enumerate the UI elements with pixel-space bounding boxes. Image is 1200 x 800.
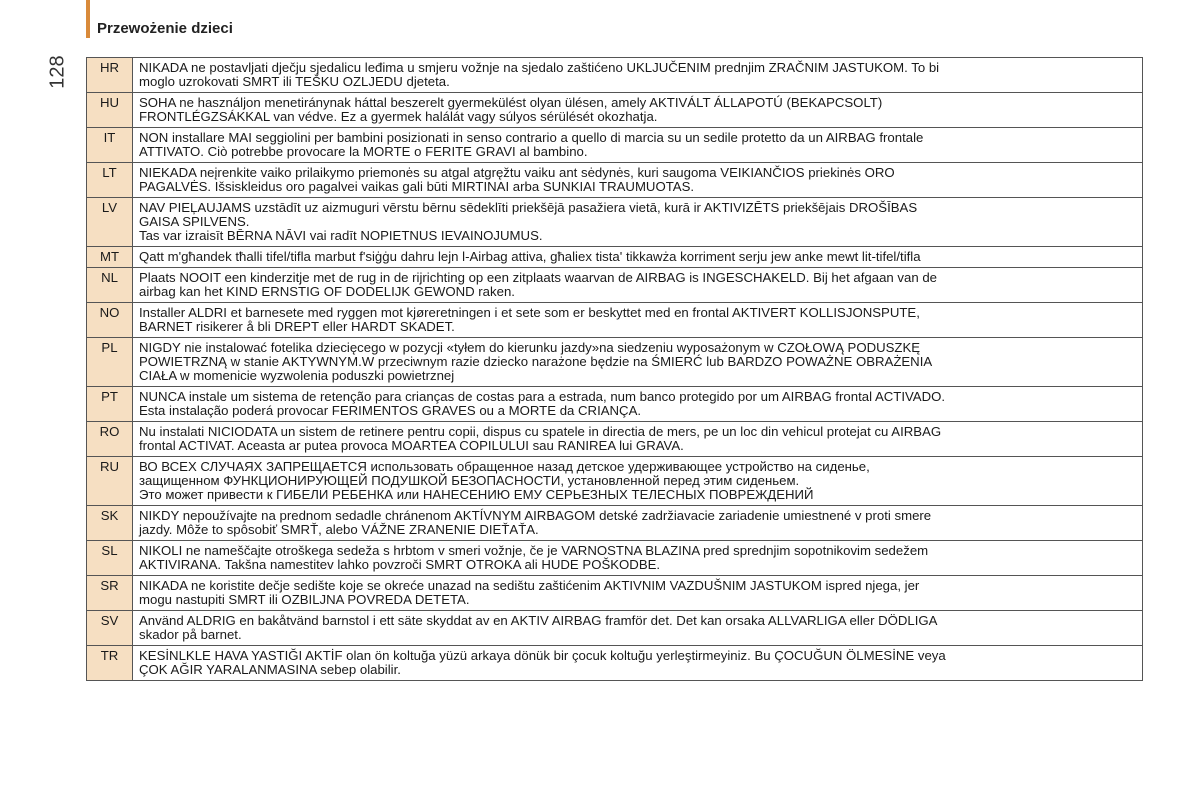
table-row — [87, 422, 1143, 457]
language-code-cell: LV — [87, 198, 133, 247]
warning-text-line: Tas var izraisīt BĒRNA NĀVI vai radīt NOPIETNUS IEVAINOJUMUS. — [139, 228, 543, 243]
table-row — [87, 457, 1143, 506]
language-code-cell: PT — [87, 387, 133, 422]
table-row — [87, 268, 1143, 303]
table-row — [87, 338, 1143, 387]
warning-text-line: Qatt m'għandek tħalli tifel/tifla marbut f'siġġu dahru lejn l-Airbag attiva, għaliex tista' tikkawża korriment serju jew anke mewt lit-tifel/tifla — [139, 249, 921, 264]
warning-text-line: PAGALVĖS. Išsiskleidus oro pagalvei vaikas gali būti MIRTINAI arba SUNKIAI TRAUMUOTAS. — [139, 179, 695, 194]
warning-text-line: NON installare MAI seggiolini per bambini posizionati in senso contrario a quello di marcia su un sedile protetto da un AIRBAG frontale — [139, 130, 924, 145]
table-row — [87, 611, 1143, 646]
warning-text-line: AKTIVIRANA. Takšna namestitev lahko povzroči SMRT OTROKA ali HUDE POŠKODBE. — [139, 557, 661, 572]
warning-text-line: airbag kan het KIND ERNSTIG OF DODELIJK GEWOND raken. — [139, 284, 515, 299]
warning-text-cell — [133, 268, 1143, 303]
table-row — [87, 93, 1143, 128]
warning-text-cell — [133, 163, 1143, 198]
warning-text-cell — [133, 303, 1143, 338]
warning-text-line: Plaats NOOIT een kinderzitje met de rug in de rijrichting op een zitplaats waarvan de AIRBAG is INGESCHAKELD. Bij het afgaan van de — [139, 270, 937, 285]
warning-text-line: Installer ALDRI et barnesete med ryggen mot kjøreretningen i et sete som er beskyttet med en frontal AKTIVERT KOLLISJONSPUTE, — [139, 305, 920, 320]
warning-text-line: moglo uzrokovati SMRT ili TEŠKU OZLJEDU djeteta. — [139, 74, 450, 89]
warning-text-line: mogu nastupiti SMRT ili OZBILJNA POVREDA DETETA. — [139, 592, 470, 607]
language-code-cell: RO — [87, 422, 133, 457]
warning-text-line: Nu instalati NICIODATA un sistem de retinere pentru copii, dispus cu spatele in directia de mers, pe un loc din vehicul protejat cu AIRBAG — [139, 424, 942, 439]
warning-text-line: POWIETRZNĄ w stanie AKTYWNYM.W przeciwnym razie dziecko narażone będzie na ŚMIERĆ lub BARDZO POWAŻNE OBRAŻENIA — [139, 354, 933, 369]
warning-text-cell — [133, 541, 1143, 576]
language-code-cell: RU — [87, 457, 133, 506]
warning-text-cell — [133, 576, 1143, 611]
warning-text-cell — [133, 338, 1143, 387]
table-row — [87, 506, 1143, 541]
warning-text-cell — [133, 387, 1143, 422]
warning-text-line: GAISA SPILVENS. — [139, 214, 250, 229]
table-row — [87, 128, 1143, 163]
table-row — [87, 163, 1143, 198]
warning-text-line: CIAŁA w momenicie wyzwolenia poduszki powietrznej — [139, 368, 455, 383]
table-row — [87, 303, 1143, 338]
warning-text-line: SOHA ne használjon menetiránynak háttal beszerelt gyermekülést olyan ülésen, amely AKTIVÁLT ÁLLAPOTÚ (BEKAPCSOLT) — [139, 95, 883, 110]
language-code-cell: SL — [87, 541, 133, 576]
language-code-cell: SR — [87, 576, 133, 611]
language-code-cell: NO — [87, 303, 133, 338]
warning-text-line: NAV PIEĻAUJAMS uzstādīt uz aizmuguri vērstu bērnu sēdeklīti priekšējā pasažiera vietā, kurā ir AKTIVIZĒTS priekšējais DROŠĪBAS — [139, 200, 918, 215]
language-code-cell: IT — [87, 128, 133, 163]
table-row — [87, 198, 1143, 247]
warning-text-line: Använd ALDRIG en bakåtvänd barnstol i ett säte skyddat av en AKTIV AIRBAG framför det. Det kan orsaka ALLVARLIGA eller DÖDLIGA — [139, 613, 938, 628]
language-code-cell: SV — [87, 611, 133, 646]
table-row — [87, 387, 1143, 422]
warning-text-line: NIKOLI ne nameščajte otroškega sedeža s hrbtom v smeri vožnje, če je VARNOSTNA BLAZINA pred sprednjim sopotnikovim sedežem — [139, 543, 929, 558]
warning-text-line: ВО ВСЕХ СЛУЧАЯХ ЗАПРЕЩАЕТСЯ использовать обращенное назад детское удерживающее устройство на сиденье, — [139, 459, 870, 474]
header-accent-bar — [86, 0, 90, 38]
warning-text-cell — [133, 506, 1143, 541]
language-code-cell: PL — [87, 338, 133, 387]
language-code-cell: LT — [87, 163, 133, 198]
warning-text-cell — [133, 457, 1143, 506]
warning-text-line: frontal ACTIVAT. Aceasta ar putea provoca MOARTEA COPILULUI sau RANIREA lui GRAVA. — [139, 438, 684, 453]
warning-text-line: NUNCA instale um sistema de retenção para crianças de costas para a estrada, num banco protegido por um AIRBAG frontal ACTIVADO. — [139, 389, 946, 404]
warning-text-line: ÇOK AĞIR YARALANMASINA sebep olabilir. — [139, 662, 401, 677]
language-code-cell: TR — [87, 646, 133, 681]
language-code-cell: NL — [87, 268, 133, 303]
warning-text-line: KESİNLKLE HAVA YASTIĞI AKTİF olan ön koltuğa yüzü arkaya dönük bir çocuk koltuğu yerleştirmeyiniz. Bu ÇOCUĞUN ÖLMESİNE veya — [139, 648, 946, 663]
language-code-cell: MT — [87, 247, 133, 268]
language-code-cell: HR — [87, 58, 133, 93]
warning-text-cell — [133, 422, 1143, 457]
warning-text-line: NIKDY nepoužívajte na prednom sedadle chránenom AKTÍVNYM AIRBAGOM detské zadržiavacie zariadenie umiestnené v proti smere — [139, 508, 932, 523]
page-number: 128 — [46, 55, 69, 89]
table-row — [87, 541, 1143, 576]
warning-text-line: NIKADA ne koristite dečje sedište koje se okreće unazad na sedištu zaštićenim AKTIVNIM VAZDUŠNIM JASTUKOM ispred njega, jer — [139, 578, 920, 593]
warning-text-cell — [133, 247, 1143, 268]
warning-text-cell — [133, 646, 1143, 681]
table-row — [87, 576, 1143, 611]
warning-text-line: BARNET risikerer å bli DREPT eller HARDT SKADET. — [139, 319, 455, 334]
language-code-cell: HU — [87, 93, 133, 128]
table-row — [87, 58, 1143, 93]
warning-text-cell — [133, 128, 1143, 163]
warning-text-line: Esta instalação poderá provocar FERIMENTOS GRAVES ou a MORTE da CRIANÇA. — [139, 403, 642, 418]
warning-table-body — [87, 58, 1143, 681]
table-row — [87, 247, 1143, 268]
page-title: Przewożenie dzieci — [97, 20, 233, 37]
warning-text-cell — [133, 611, 1143, 646]
warning-table — [86, 57, 1143, 681]
warning-text-line: jazdy. Môže to spôsobiť SMRŤ, alebo VÁŽNE ZRANENIE DIEŤAŤA. — [139, 522, 539, 537]
warning-text-line: Это может привести к ГИБЕЛИ РЕБЕНКА или НАНЕСЕНИЮ ЕМУ СЕРЬЕЗНЫХ ТЕЛЕСНЫХ ПОВРЕЖДЕНИЙ — [139, 487, 814, 502]
warning-text-cell — [133, 58, 1143, 93]
warning-text-cell — [133, 93, 1143, 128]
warning-text-line: NIGDY nie instalować fotelika dziecięcego w pozycji «tyłem do kierunku jazdy»na siedzeniu wyposażonym w CZOŁOWĄ PODUSZKĘ — [139, 340, 921, 355]
warning-text-line: ATTIVATO. Ciò potrebbe provocare la MORTE o FERITE GRAVI al bambino. — [139, 144, 588, 159]
warning-text-line: FRONTLÉGZSÁKKAL van védve. Ez a gyermek halálát vagy súlyos sérülését okozhatja. — [139, 109, 658, 124]
warning-text-line: skador på barnet. — [139, 627, 242, 642]
language-code-cell: SK — [87, 506, 133, 541]
warning-text-cell — [133, 198, 1143, 247]
table-row — [87, 646, 1143, 681]
warning-text-line: NIEKADA neįrenkite vaiko prilaikymo priemonės su atgal atgręžtu vaiku ant sėdynės, kuri saugoma VEIKIANČIOS priekinės ORO — [139, 165, 895, 180]
warning-text-line: NIKADA ne postavljati dječju sjedalicu leđima u smjeru vožnje na sjedalo zaštićeno UKLJUČENIM prednjim ZRAČNIM JASTUKOM. To bi — [139, 60, 940, 75]
warning-text-line: защищенном ФУНКЦИОНИРУЮЩЕЙ ПОДУШКОЙ БЕЗОПАСНОСТИ, установленной перед этим сиденьем. — [139, 473, 800, 488]
